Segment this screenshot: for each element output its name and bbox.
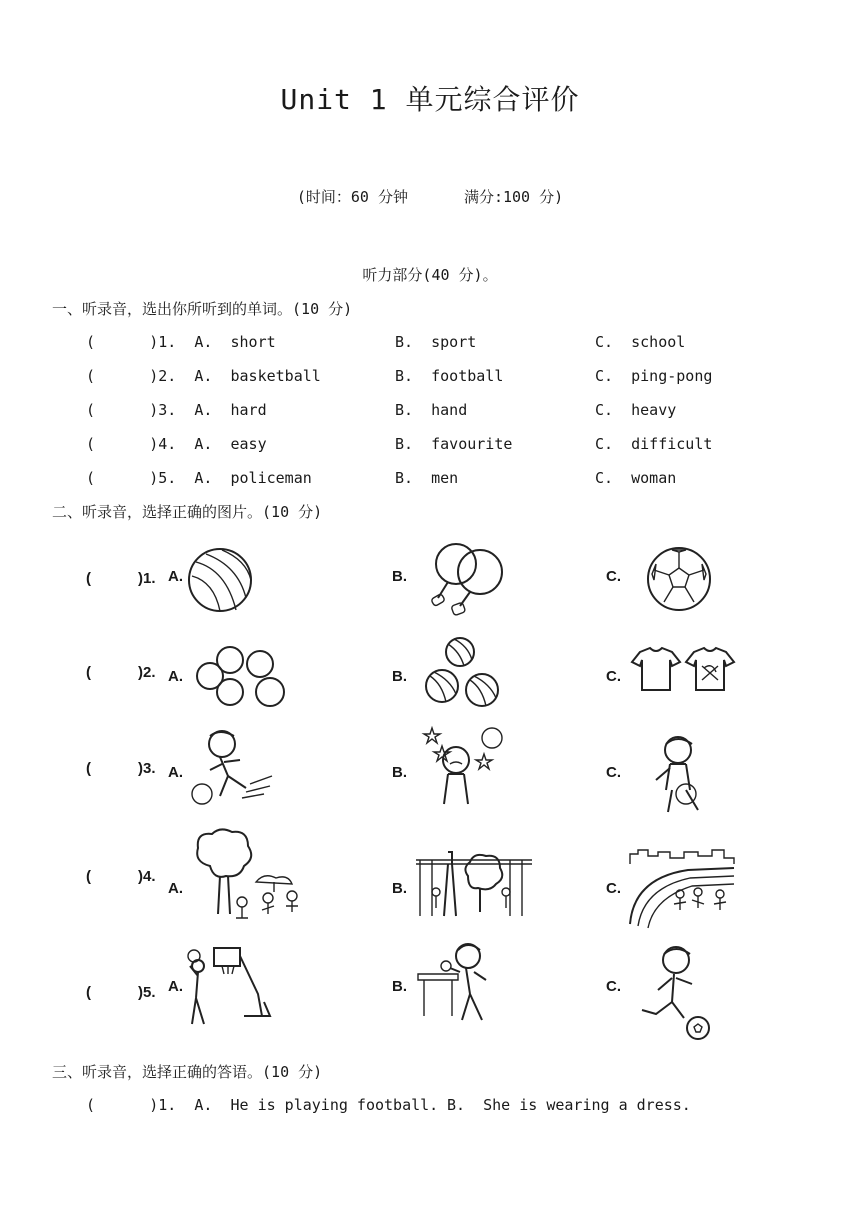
- s2-q1-paren: (: [86, 570, 91, 587]
- s1-q4-c: C. difficult: [595, 435, 713, 453]
- four-balls-image: [194, 644, 290, 710]
- s2-q2-a-label: A.: [168, 668, 183, 685]
- section2-heading: 二、听录音，选择正确的图片。(10 分): [52, 503, 323, 521]
- s2-q4-b-label: B.: [392, 880, 407, 897]
- s2-q2-b-label: B.: [392, 668, 407, 685]
- zoo-scene-image: [414, 850, 534, 920]
- s1-q4-b: B. favourite: [395, 435, 513, 453]
- s2-q4-num: )4.: [138, 868, 156, 885]
- soccer-ball-image: [644, 544, 714, 614]
- two-t-shirts-image: [630, 646, 738, 694]
- running-track-image: [628, 848, 736, 930]
- s2-q5-b-label: B.: [392, 978, 407, 995]
- s3-q1-b: B. She is wearing a dress.: [447, 1096, 691, 1114]
- listening-header: 听力部分(40 分)。: [362, 266, 498, 284]
- boy-with-basketball-image: [650, 734, 710, 814]
- s1-q5-c: C. woman: [595, 469, 677, 487]
- s2-q2-c-label: C.: [606, 668, 621, 685]
- section3-heading: 三、听录音，选择正确的答语。(10 分): [52, 1063, 323, 1081]
- s2-q2-paren: (: [86, 664, 91, 681]
- s1-q1-a: ( )1. A. short: [86, 333, 276, 351]
- s1-q3-a: ( )3. A. hard: [86, 401, 267, 419]
- s2-q5-a-label: A.: [168, 978, 183, 995]
- ping-pong-player-image: [416, 940, 504, 1024]
- time-info: [0, 186, 860, 207]
- s2-q1-a-label: A.: [168, 568, 183, 585]
- s1-q2-b: B. football: [395, 367, 504, 385]
- s3-q1-a: ( )1. A. He is playing football.: [86, 1096, 439, 1114]
- s2-q1-c-label: C.: [606, 568, 621, 585]
- s1-q2-a: ( )2. A. basketball: [86, 367, 321, 385]
- s1-q1-c: C. school: [595, 333, 686, 351]
- s2-q5-c-label: C.: [606, 978, 621, 995]
- ping-pong-paddles-image: [430, 540, 510, 620]
- three-basketballs-image: [424, 634, 504, 710]
- basketball-player-image: [184, 944, 276, 1028]
- s1-q2-c: C. ping-pong: [595, 367, 713, 385]
- s2-q2-num: )2.: [138, 664, 156, 681]
- football-player-image: [636, 944, 716, 1042]
- s1-q5-a: ( )5. A. policeman: [86, 469, 312, 487]
- time-limit: (时间：60 分钟: [296, 188, 408, 206]
- s2-q3-paren: (: [86, 760, 91, 777]
- full-score: 满分:100 分): [463, 188, 564, 206]
- s2-q4-c-label: C.: [606, 880, 621, 897]
- s2-q1-num: )1.: [138, 570, 156, 587]
- s2-q3-c-label: C.: [606, 764, 621, 781]
- s2-q5-paren: (: [86, 984, 91, 1001]
- s1-q3-c: C. heavy: [595, 401, 677, 419]
- s1-q3-b: B. hand: [395, 401, 468, 419]
- page-title: Unit 1 单元综合评价: [280, 83, 580, 116]
- boy-kicking-ball-image: [186, 726, 278, 810]
- s2-q3-a-label: A.: [168, 764, 183, 781]
- s2-q3-num: )3.: [138, 760, 156, 777]
- s2-q4-paren: (: [86, 868, 91, 885]
- confused-boy-image: [420, 724, 506, 808]
- s1-q5-b: B. men: [395, 469, 459, 487]
- s2-q5-num: )5.: [138, 984, 156, 1001]
- s2-q4-a-label: A.: [168, 880, 183, 897]
- s1-q1-b: B. sport: [395, 333, 477, 351]
- beach-ball-image: [186, 546, 256, 616]
- park-with-kids-image: [190, 826, 308, 922]
- s2-q3-b-label: B.: [392, 764, 407, 781]
- s2-q1-b-label: B.: [392, 568, 407, 585]
- s1-q4-a: ( )4. A. easy: [86, 435, 267, 453]
- section1-heading: 一、听录音，选出你所听到的单词。(10 分): [52, 300, 353, 318]
